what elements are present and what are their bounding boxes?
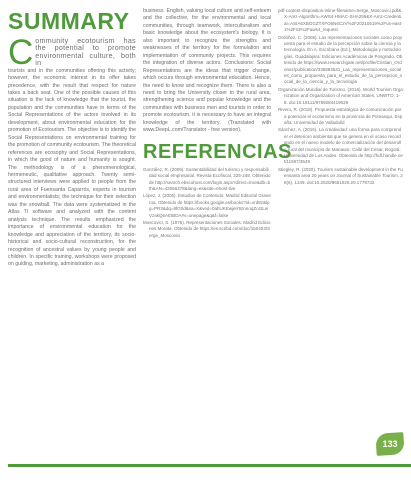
reference-item: Stiegley, R. (2020). Tourism sustainable development in the Fuensanta area 20 years on Journal of Sustainable Tourism, 28(6), 1349. doi:10.2020/9651020.20.1779732 bbox=[278, 166, 403, 185]
footer-rule bbox=[8, 464, 411, 467]
column-3 bbox=[278, 8, 403, 187]
page-number: 133 bbox=[382, 439, 398, 449]
column-2 bbox=[143, 8, 292, 240]
reference-item: López, J. (2005). Estudios de Contenido: Madrid Editorial Graneroa. Obtenido de https://books.google.es/books?id=xrd8z&lpg=PR3&dq=8fG0d&sa=X&ved=0ahUKEwjerr9znnoqZo1tLwVzakQ6AEIBDA#v=onepage&q&f=false bbox=[143, 193, 271, 218]
summary-body-col2: business. English, valuing local culture and self-esteem and the collective, for the environmental and local communities, through teamwork, interculturalism and basic knowledge about the ecosystem's biology. It is also important to recognize the strengths and weaknesses of the territory for the formulation and implementation of community projects. This requires the integration of diverse actors. Conclusions: Social Representations are the ideas that trigger change, which occurs through environmental education. Hence, the need to know and recognize them. There is also a need to bring the University closer to the rural area, strengthening science and popular knowledge and the communities with business men and tourists in order to promote ecotourism, it is necessary to have an integral knowledge of the territory. (Translated with www.DeepL.com/Translator - free version). bbox=[143, 8, 271, 134]
summary-lead bbox=[8, 33, 136, 72]
reference-item: Sánchez, A. (2016). La creatividad: una forma para comprender el deterioro ambiental que se genera en el ocaso recordando en el nuevo modelo de comercialización del desarrollo rural del municipio de Manaure. Calle del Cesar. Bogotá: Universidad de Los Andes. Obtenido de http://hdl.handle.net/11597/3549 bbox=[278, 127, 403, 165]
reference-item: Organización Mundial de Turismo. (2016). World Tourism Organization and Organization of American States, UNWTO, 1-8. doi:10.18111/9789284419029 bbox=[278, 86, 403, 105]
references-heading: REFERENCIAS bbox=[143, 140, 292, 163]
reference-item: Rivero, R. (2018). Propuesta estratégica de comunicación para potenciar el ecoturismo en la provincia de Pomasqui, España: Universidad de Valladolid bbox=[278, 107, 403, 125]
reference-item: pdf-content-disposition-inline-filename=Serge_Moscovici.pdf&X-Amz-Algorithm=AWS4-HMAC-SHA256&X-Amz-Credential=ASIA6XBGGZTXFO6N6C2V%2F20210519%2Fus-east-1%2Fs3%2Faws4_request bbox=[278, 8, 403, 33]
reference-item: Ordóñez, C. (2005). Las representaciones sociales como propuesta para el estudio de la percepción sobre la ciencia y la tecnología. En A. Escribano (Ed.), Metodología y metodologías. Guadalajara: Ediciones Académicas de Posgrado. Obtenido de https://www.researchgate.net/profile/Cristian_Ordonez/publication/335883541_Las_representaciones_sociales_como_propuesta_para_el_estudio_de_la_percepcion_social_de_la_ciencia_y_la_tecnologia bbox=[278, 34, 403, 85]
page-number-badge bbox=[375, 432, 405, 456]
summary-heading: SUMMARY bbox=[8, 8, 130, 34]
dropcap-letter: C bbox=[8, 33, 34, 72]
reference-item: González, R. (2009). Sustentabilidad del turismo y responsabilidad social empresarial. Revista Ecofiscal, 225-248. Obtenido de http://search.ebscohost.com/login.aspx?direct=true&db=bth&AN=42556378&lang=es&site=ehost-live bbox=[143, 166, 271, 191]
summary-body-col1: tourists and in the communities offering this activity; however, the economic interest in its offer takes precedence, with the result that respect for nature takes a back seat. One of the possible causes of this situation is the lack of knowledge that the tourist, the population and the communities have in terms of the Social Representations of the actors involved in its development, about environmental education for the promotion of Ecotourism. The objective is to identify the Social Representations on environmental training for the promotion of community ecotourism. The theoretical references are ecosophy and Social Representations, in which the good of nature and humanity is sought. The methodology is of a phenomenological, hermeneutic, qualitative approach. Twenty semi-structured interviews were applied to people from the rural area of Fuensanta Caparrós, experts in tourism and environmentalists; the technique for their selection was the snowball. The data were systematized in the Atlas TI software and analyzed with the content analysis technique. The results emphasized the importance of environmental education for the knowledge and appreciation of the territory, its socio-historical and socio-cultural reconstruction, for the recognition of ancestral values by young people and children. In specific training, workshops were proposed on guiding, marketing, administration as a bbox=[8, 67, 136, 268]
lead-text: ommunity ecotourism has the potential to promote environmental culture, both in bbox=[35, 37, 136, 68]
column-1 bbox=[8, 8, 136, 269]
reference-item: Moscovici, S. (1976). Representaciones Sociales. Madrid Ediciones Morata. Obtenido de https://es.scribd.com/doc/150403/Serge_Moscovici bbox=[143, 219, 271, 238]
